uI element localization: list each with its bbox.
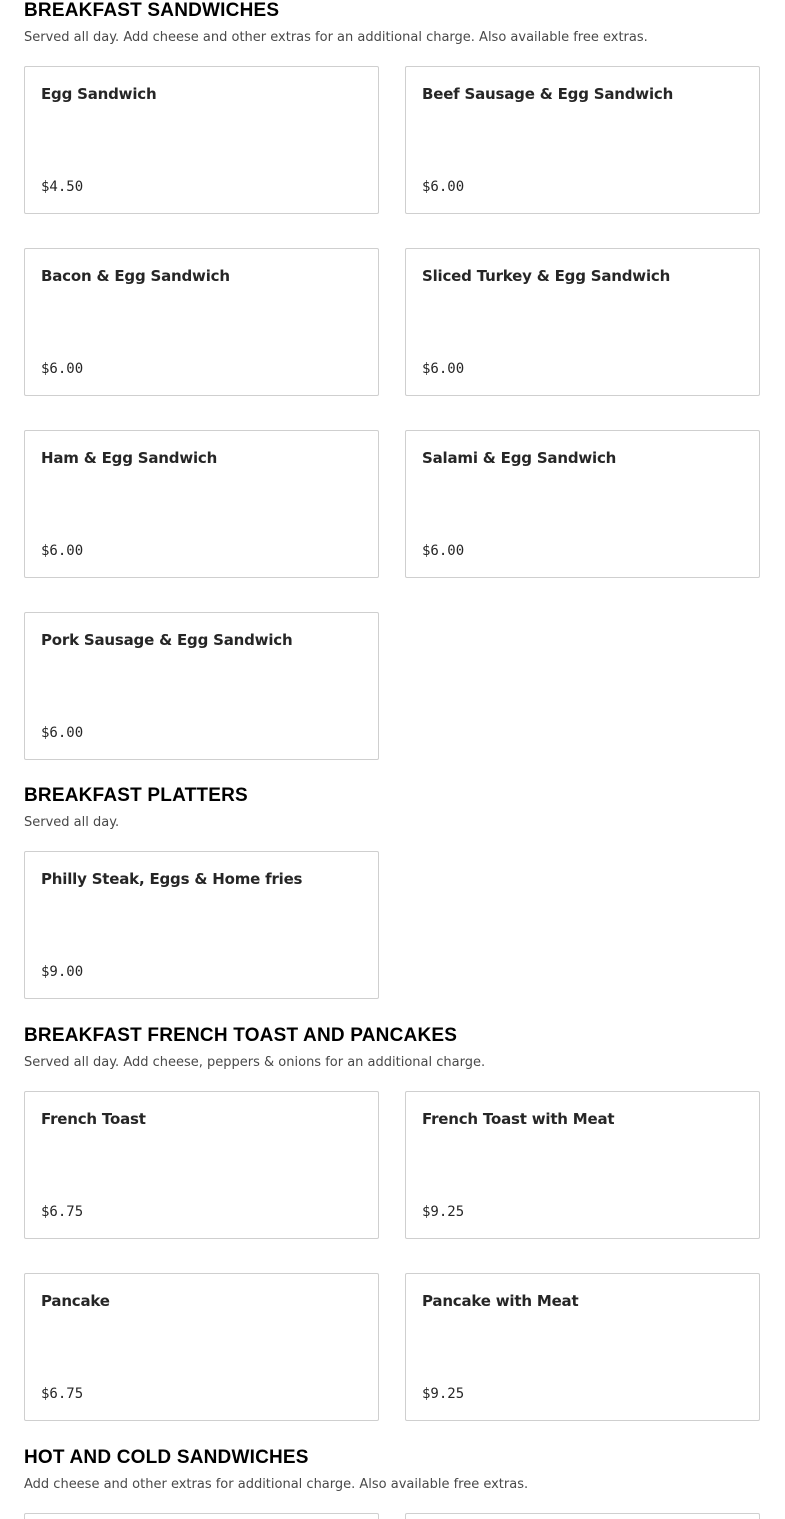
menu-item-card[interactable] (405, 1091, 760, 1239)
menu-item-name: Philly Steak, Eggs & Home fries (41, 870, 303, 888)
menu-item-name: Pork Sausage & Egg Sandwich (41, 631, 293, 649)
menu-item-card[interactable] (24, 612, 379, 760)
menu-item-price: $6.00 (422, 179, 465, 195)
menu-item-price: $6.00 (41, 725, 84, 741)
menu-item-price: $9.00 (41, 964, 84, 980)
section-title: HOT AND COLD SANDWICHES (24, 1447, 309, 1468)
menu-item-name: Sliced Turkey & Egg Sandwich (422, 267, 671, 285)
menu-item-card[interactable] (24, 66, 379, 214)
menu-item-card[interactable] (24, 248, 379, 396)
menu-item-name: Pancake with Meat (422, 1292, 579, 1310)
menu-item-price: $6.00 (422, 543, 465, 559)
menu-item-name: Salami & Egg Sandwich (422, 449, 617, 467)
section-description: Add cheese and other extras for additional charge. Also available free extras. (24, 1477, 529, 1492)
menu-item-card[interactable] (405, 248, 760, 396)
menu-item-name: Ham & Egg Sandwich (41, 449, 218, 467)
menu-item-card[interactable] (405, 430, 760, 578)
menu-item-price: $6.75 (41, 1204, 84, 1220)
menu-item-card[interactable] (24, 1273, 379, 1421)
menu-item-price: $9.25 (422, 1204, 465, 1220)
section-title: BREAKFAST PLATTERS (24, 785, 248, 806)
menu-item-card[interactable] (24, 430, 379, 578)
menu-item-name: French Toast with Meat (422, 1110, 615, 1128)
menu-item-card[interactable] (24, 1513, 379, 1519)
menu-item-price: $6.00 (422, 361, 465, 377)
menu-item-name: Bacon & Egg Sandwich (41, 267, 230, 285)
section-description: Served all day. (24, 815, 120, 830)
menu-item-price: $6.75 (41, 1386, 84, 1402)
menu-item-card[interactable] (24, 1091, 379, 1239)
menu-item-price: $6.00 (41, 361, 84, 377)
section-description: Served all day. Add cheese, peppers & onions for an additional charge. (24, 1055, 486, 1070)
menu-section-french-toast-pancakes (24, 1025, 761, 1402)
section-title: BREAKFAST SANDWICHES (24, 0, 280, 21)
menu-item-name: Pancake (41, 1292, 110, 1310)
section-title: BREAKFAST FRENCH TOAST AND PANCAKES (24, 1025, 458, 1046)
menu-section-breakfast-platters (24, 785, 761, 980)
menu-item-price: $4.50 (41, 179, 84, 195)
section-description: Served all day. Add cheese and other extras for an additional charge. Also available free extras. (24, 30, 648, 45)
menu-item-price: $9.25 (422, 1386, 465, 1402)
menu-item-card[interactable] (405, 1273, 760, 1421)
menu-item-price: $6.00 (41, 543, 84, 559)
menu-item-card[interactable] (24, 851, 379, 999)
menu-item-card[interactable] (405, 1513, 760, 1519)
menu-item-name: Egg Sandwich (41, 85, 157, 103)
menu-item-name: French Toast (41, 1110, 146, 1128)
menu-item-name: Beef Sausage & Egg Sandwich (422, 85, 674, 103)
menu-item-card[interactable] (405, 66, 760, 214)
menu-section-hot-cold-sandwiches (24, 1447, 761, 1513)
menu-section-breakfast-sandwiches (24, 0, 761, 741)
